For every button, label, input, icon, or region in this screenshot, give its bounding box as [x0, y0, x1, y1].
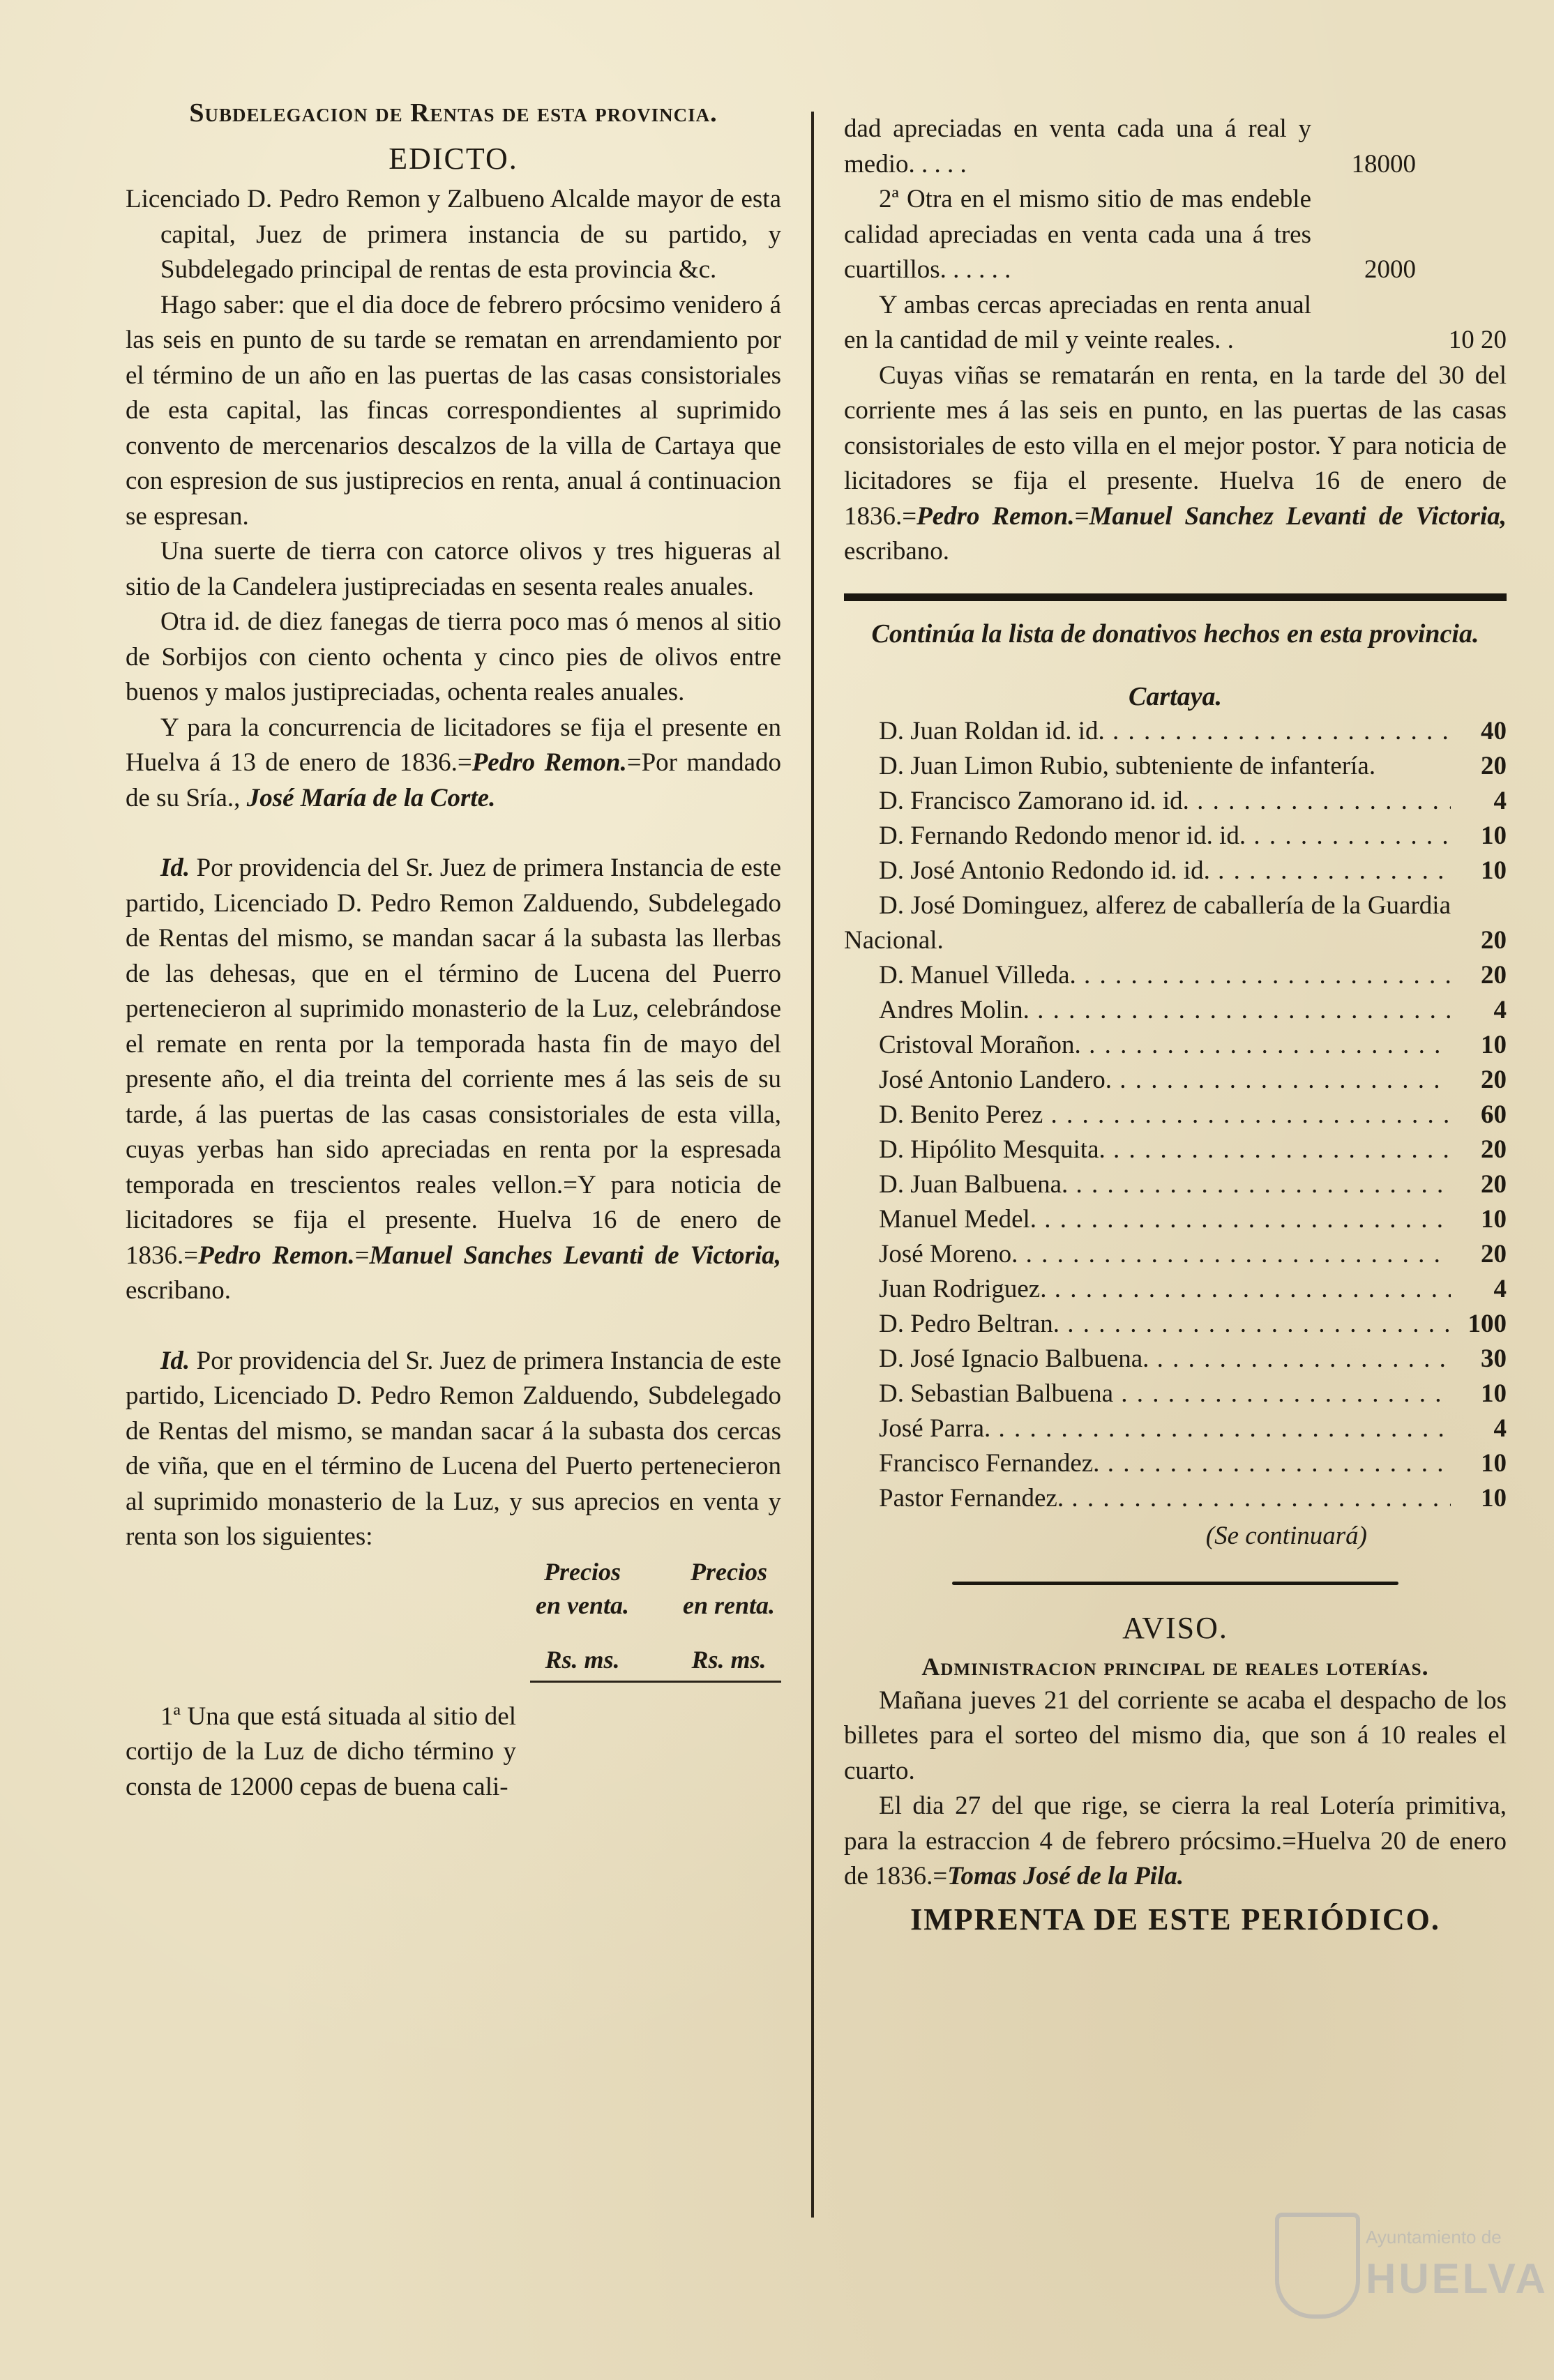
- donor-name: Cristoval Morañon. . . .: [844, 1028, 1451, 1063]
- donation-row: [844, 1411, 1507, 1446]
- donation-amount: 20: [1481, 1239, 1507, 1268]
- id-notice-2-text: Por providencia del Sr. Juez de primera Instancia de este partido, Licenciado D. Pedro Remon Zalduendo, Subdelegado de Rentas del mismo, se mandan sacar á la subasta dos cercas de viña, que en el término de Lucena del Puerto pertenecieron al suprimido monasterio de la Luz, y sus aprecios en venta y renta son los siguientes:: [126, 1346, 782, 1551]
- aviso-title: AVISO.: [1122, 1610, 1228, 1645]
- donor-name: D. Juan Balbuena. . . .: [844, 1167, 1451, 1202]
- vineyard-item-3-text: Y ambas cercas apreciadas en renta anual en la cantidad de mil y veinte reales. .: [844, 290, 1311, 354]
- donation-amount: 20: [1481, 1169, 1507, 1199]
- aviso-heading: Administracion principal de reales loterías.: [921, 1652, 1429, 1681]
- donation-row: [844, 1167, 1507, 1202]
- donativos-list: [844, 714, 1507, 1516]
- vineyard-closing: [844, 358, 1507, 570]
- donation-amount: 20: [1481, 1135, 1507, 1164]
- donation-row: [844, 888, 1507, 958]
- id-notice-1-signature-2: Manuel Sanches Levanti de Victoria,: [369, 1241, 781, 1270]
- donation-row: [844, 993, 1507, 1028]
- donation-amount: 4: [1493, 786, 1507, 815]
- edicto-paragraph-4: [126, 711, 781, 817]
- id-notice-1: [126, 851, 781, 1309]
- imprenta-footer: IMPRENTA DE ESTE PERIÓDICO.: [910, 1902, 1440, 1936]
- column-divider: [811, 112, 814, 2218]
- donation-amount: 60: [1481, 1100, 1507, 1129]
- vineyard-closing-tail: escribano.: [844, 537, 950, 566]
- section-rule-thick: [844, 593, 1507, 601]
- donation-amount: 10: [1481, 1379, 1507, 1408]
- donor-name: D. José Antonio Redondo id. id. . . .: [844, 854, 1451, 888]
- donation-row: [844, 1481, 1507, 1516]
- vineyard-item-2-text: 2ª Otra en el mismo sitio de mas endeble calidad apreciadas en venta cada una á tres cuartillos. . . . . .: [844, 185, 1311, 284]
- donation-row: [844, 1307, 1507, 1342]
- donation-amount: 10: [1481, 1448, 1507, 1478]
- vineyard-item-1-continued: [844, 112, 1507, 182]
- edicto-mandate: =Por mandado de su Sría.,: [126, 748, 781, 812]
- donor-name: D. Sebastian Balbuena . . .: [844, 1377, 1451, 1411]
- donation-row: [844, 854, 1507, 888]
- donor-name: Juan Rodriguez. . . .: [844, 1272, 1451, 1307]
- donation-amount: 4: [1493, 995, 1507, 1024]
- donor-name: D. José Dominguez, alferez de caballería de la Guardia Nacional.: [844, 890, 1451, 955]
- donation-amount: 30: [1481, 1344, 1507, 1373]
- aviso-signature: Tomas José de la Pila.: [947, 1862, 1184, 1890]
- edicto-paragraph-3: Otra id. de diez fanegas de tierra poco mas ó menos al sitio de Sorbijos con ciento ochenta y cinco pies de olivos entre buenos y malos justipreciadas, ochenta reales anuales.: [126, 607, 781, 706]
- donation-amount: 10: [1481, 1483, 1507, 1513]
- donation-row: [844, 749, 1507, 784]
- left-column: [126, 98, 781, 1805]
- donor-name: Francisco Fernandez. . . .: [844, 1446, 1451, 1481]
- vineyard-item-1-continued-text: dad apreciadas en venta cada una á real y medio. . . . .: [844, 114, 1311, 179]
- section-heading: Subdelegacion de Rentas de esta provincia.: [189, 98, 718, 128]
- donation-row: [844, 1377, 1507, 1411]
- price-units: [126, 1643, 781, 1676]
- donor-name: José Parra. . . .: [844, 1411, 1451, 1446]
- continued-note: (Se continuará): [1205, 1521, 1367, 1550]
- right-column: [844, 112, 1507, 1937]
- donor-name: José Moreno. . . .: [844, 1237, 1451, 1272]
- donor-name: D. Fernando Redondo menor id. id. . . .: [844, 819, 1451, 854]
- edicto-closing-text: Y para la concurrencia de licitadores se fija el presente en Huelva á 13 de enero de 1836.=: [126, 713, 781, 777]
- edicto-intro: Licenciado D. Pedro Remon y Zalbueno Alcalde mayor de esta capital, Juez de primera instancia de su partido, y Subdelegado principal de rentas de esta provincia &c.: [126, 185, 781, 284]
- section-rule-thin: [952, 1582, 1398, 1585]
- vineyard-item-2-venta: 2000: [1364, 255, 1416, 284]
- aviso-paragraph-2: [844, 1789, 1507, 1895]
- id-notice-1-signature-1: Pedro Remon.: [198, 1241, 355, 1270]
- vineyard-item-1-venta: 18000: [1351, 149, 1416, 179]
- price-unit-renta: Rs. ms.: [691, 1645, 767, 1674]
- signature-pedro-remon: Pedro Remon.: [472, 748, 627, 777]
- donation-row: [844, 784, 1507, 819]
- donor-name: D. Benito Perez . . .: [844, 1098, 1451, 1132]
- donation-row: [844, 1342, 1507, 1377]
- price-header-venta-line-1: Precios: [544, 1557, 621, 1586]
- vineyard-closing-text: Cuyas viñas se rematarán en renta, en la tarde del 30 del corriente mes á las seis en punto, en las puertas de las casas consistoriales de esto villa en el mejor postor. Y para noticia de licitadores se fija el presente. Huelva 16 de enero de 1836.=: [844, 361, 1507, 531]
- donation-amount: 100: [1468, 1309, 1507, 1338]
- donor-name: Pastor Fernandez. . . .: [844, 1481, 1451, 1516]
- donation-amount: 10: [1481, 821, 1507, 850]
- edicto-title: EDICTO.: [388, 142, 518, 176]
- donation-amount: 20: [1481, 1065, 1507, 1094]
- donor-name: Manuel Medel. . . .: [844, 1202, 1451, 1237]
- id-label-1: Id.: [160, 854, 190, 882]
- donation-row: [844, 1132, 1507, 1167]
- edicto-paragraph-2: Una suerte de tierra con catorce olivos y tres higueras al sitio de la Candelera justipreciadas en sesenta reales anuales.: [126, 537, 781, 601]
- price-header: [126, 1555, 781, 1622]
- donation-row: [844, 958, 1507, 993]
- price-header-venta-line-2: en venta.: [536, 1591, 629, 1619]
- id-notice-1-separator: =: [354, 1241, 370, 1270]
- donation-row: [844, 1063, 1507, 1098]
- donativos-title: Continúa la lista de donativos hechos en esta provincia.: [871, 619, 1479, 649]
- price-unit-venta: Rs. ms.: [545, 1645, 620, 1674]
- donation-row: [844, 1098, 1507, 1132]
- id-label-2: Id.: [160, 1346, 190, 1375]
- price-header-renta-line-1: Precios: [691, 1557, 767, 1586]
- vineyard-item-1: 1ª Una que está situada al sitio del cortijo de la Luz de dicho término y consta de 12000 cepas de buena cali-: [126, 1701, 516, 1801]
- shield-icon: [1275, 2213, 1360, 2319]
- id-notice-1-tail: escribano.: [126, 1276, 232, 1305]
- edicto-paragraph-1: Hago saber: que el dia doce de febrero prócsimo venidero á las seis en punto de su tarde se rematan en arrendamiento por el término de un año en las puertas de las casas consistoriales de esta capital, las fincas correspondientes al suprimido convento de mercenarios descalzos de la villa de Cartaya que con espresion de sus justiprecios en renta, anual á continuacion se espresan.: [126, 290, 781, 531]
- donation-amount: 10: [1481, 856, 1507, 885]
- price-header-renta: [677, 1555, 781, 1622]
- donation-row: [844, 819, 1507, 854]
- donation-amount: 4: [1493, 1274, 1507, 1303]
- donation-row: [844, 1237, 1507, 1272]
- donor-name: Andres Molin. . . .: [844, 993, 1451, 1028]
- vineyard-closing-signature-1: Pedro Remon.: [916, 501, 1075, 531]
- vineyard-item-3: [844, 288, 1507, 358]
- donor-name: D. Francisco Zamorano id. id. . . .: [844, 784, 1451, 819]
- vineyard-closing-signature-2: Manuel Sanchez Levanti de Victoria,: [1089, 501, 1507, 531]
- donation-amount: 40: [1481, 716, 1507, 745]
- donor-name: D. Juan Roldan id. id. . . .: [844, 714, 1451, 749]
- donation-amount: 20: [1481, 925, 1507, 955]
- donation-row: [844, 1028, 1507, 1063]
- donor-name: D. Hipólito Mesquita. . . .: [844, 1132, 1451, 1167]
- vineyard-closing-separator: =: [1074, 501, 1089, 531]
- signature-jose-maria: José María de la Corte.: [246, 783, 496, 812]
- logo-line-2: HUELVA: [1366, 2255, 1548, 2302]
- donation-amount: 10: [1481, 1204, 1507, 1234]
- donor-name: D. Juan Limon Rubio, subteniente de infantería.: [879, 751, 1376, 780]
- donation-row: [844, 1202, 1507, 1237]
- donation-row: [844, 1272, 1507, 1307]
- aviso-paragraph-1: Mañana jueves 21 del corriente se acaba el despacho de los billetes para el sorteo del mismo dia, que son á 10 reales el cuarto.: [844, 1685, 1507, 1785]
- donation-amount: 4: [1493, 1413, 1507, 1443]
- logo-line-1: Ayuntamiento de: [1366, 2227, 1502, 2248]
- donor-name: José Antonio Landero. . . .: [844, 1063, 1451, 1098]
- price-header-renta-line-2: en renta.: [682, 1591, 775, 1619]
- donation-amount: 10: [1481, 1030, 1507, 1059]
- donor-name: D. Pedro Beltran. . . .: [844, 1307, 1451, 1342]
- donation-amount: 20: [1481, 960, 1507, 990]
- donor-name: D. José Ignacio Balbuena. . . .: [844, 1342, 1451, 1377]
- vineyard-item-2: [844, 182, 1507, 288]
- price-header-venta: [530, 1555, 635, 1622]
- donation-row: [844, 714, 1507, 749]
- aviso-paragraph-2-text: El dia 27 del que rige, se cierra la real Lotería primitiva, para la estraccion 4 de febrero prócsimo.=Huelva 20 de enero de 1836.=: [844, 1791, 1507, 1890]
- id-notice-2: [126, 1344, 781, 1555]
- donor-name: D. Manuel Villeda. . . .: [844, 958, 1451, 993]
- huelva-logo: [1275, 2185, 1548, 2366]
- vineyard-item-3-renta: 10 20: [1448, 326, 1507, 354]
- donation-amount: 20: [1481, 751, 1507, 780]
- id-notice-1-text: Por providencia del Sr. Juez de primera Instancia de este partido, Licenciado D. Pedro Remon Zalduendo, Subdelegado de Rentas del mismo, se mandan sacar á la subasta las llerbas de las dehesas, que en el término de Lucena del Puerro pertenecieron al suprimido monasterio de la Luz, celebrándose el remate en renta por la temporada hasta fin de mayo del presente año, el dia treinta del corriente mes á las seis de su tarde, á las puertas de las casas consistoriales de esta villa, cuyas yerbas han sido apreciadas en renta por la espresada temporada en trescientos reales vellon.=Y para noticia de licitadores se fija el presente. Huelva 16 de enero de 1836.=: [126, 854, 782, 1270]
- donativos-place: Cartaya.: [1128, 681, 1223, 711]
- donation-row: [844, 1446, 1507, 1481]
